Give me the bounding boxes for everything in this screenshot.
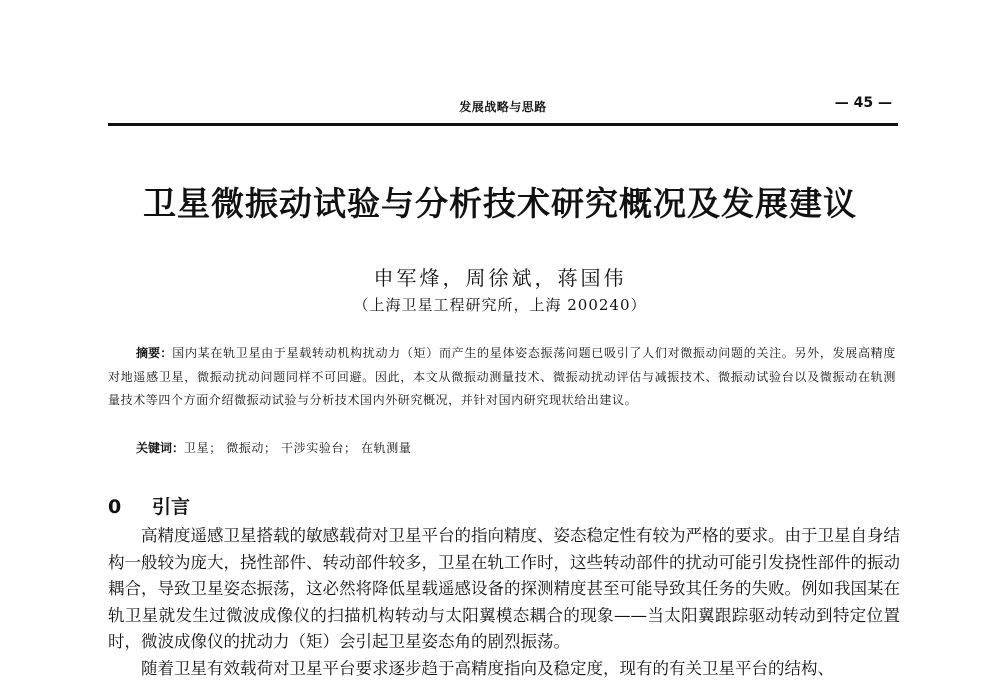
keywords-text: 卫星； 微振动； 干涉实验台； 在轨测量 [184, 441, 412, 455]
paper-title: 卫星微振动试验与分析技术研究概况及发展建议 [143, 184, 857, 223]
page-number: — 45 — [834, 95, 892, 111]
keywords-label: 关键词： [136, 441, 185, 455]
body-paragraph: 高精度遥感卫星搭载的敏感载荷对卫星平台的指向精度、姿态稳定性有较为严格的要求。由于卫星自身结构一般较为庞大，挠性部件、转动部件较多，卫星在轨工作时，这些转动部件的扰动可能引发挠性部件的振动耦合，导致卫星姿态振荡，这必然将降低星载遥感设备的探测精度甚至可能导致其任务的失败。例如我国某在轨卫星就发生过微波成像仪的扫描机构转动与太阳翼模态耦合的现象——当太阳翼跟踪驱动转动到特定位置时，微波成像仪的扰动力（矩）会引起卫星姿态角的剧烈振荡。 [108, 526, 900, 651]
section-heading [108, 492, 190, 519]
abstract [108, 342, 896, 413]
section-title: 引言 [152, 496, 191, 518]
header-rule [108, 123, 898, 126]
running-header-section: 发展战略与思路 [459, 100, 547, 114]
body-paragraph: 随着卫星有效载荷对卫星平台要求逐步趋于高精度指向及稳定度，现有的有关卫星平台的结构、 [141, 658, 834, 678]
abstract-label: 摘要： [136, 346, 173, 360]
body-text [108, 523, 900, 682]
affiliation: （上海卫星工程研究所，上海 200240） [353, 296, 647, 314]
author-list: 申军烽，周徐斌，蒋国伟 [373, 266, 627, 290]
section-number: 0 [108, 496, 122, 518]
running-header [108, 95, 898, 120]
abstract-text: 国内某在轨卫星由于星载转动机构扰动力（矩）而产生的星体姿态振荡问题已吸引了人们对微振动问题的关注。另外，发展高精度对地遥感卫星，微振动扰动问题同样不可回避。因此，本文从微振动测量技术、微振动扰动评估与减振技术、微振动试验台以及微振动在轨测量技术等四个方面介绍微振动试验与分析技术国内外研究概况，并针对国内研究现状给出建议。 [108, 346, 896, 407]
keywords [136, 438, 896, 458]
